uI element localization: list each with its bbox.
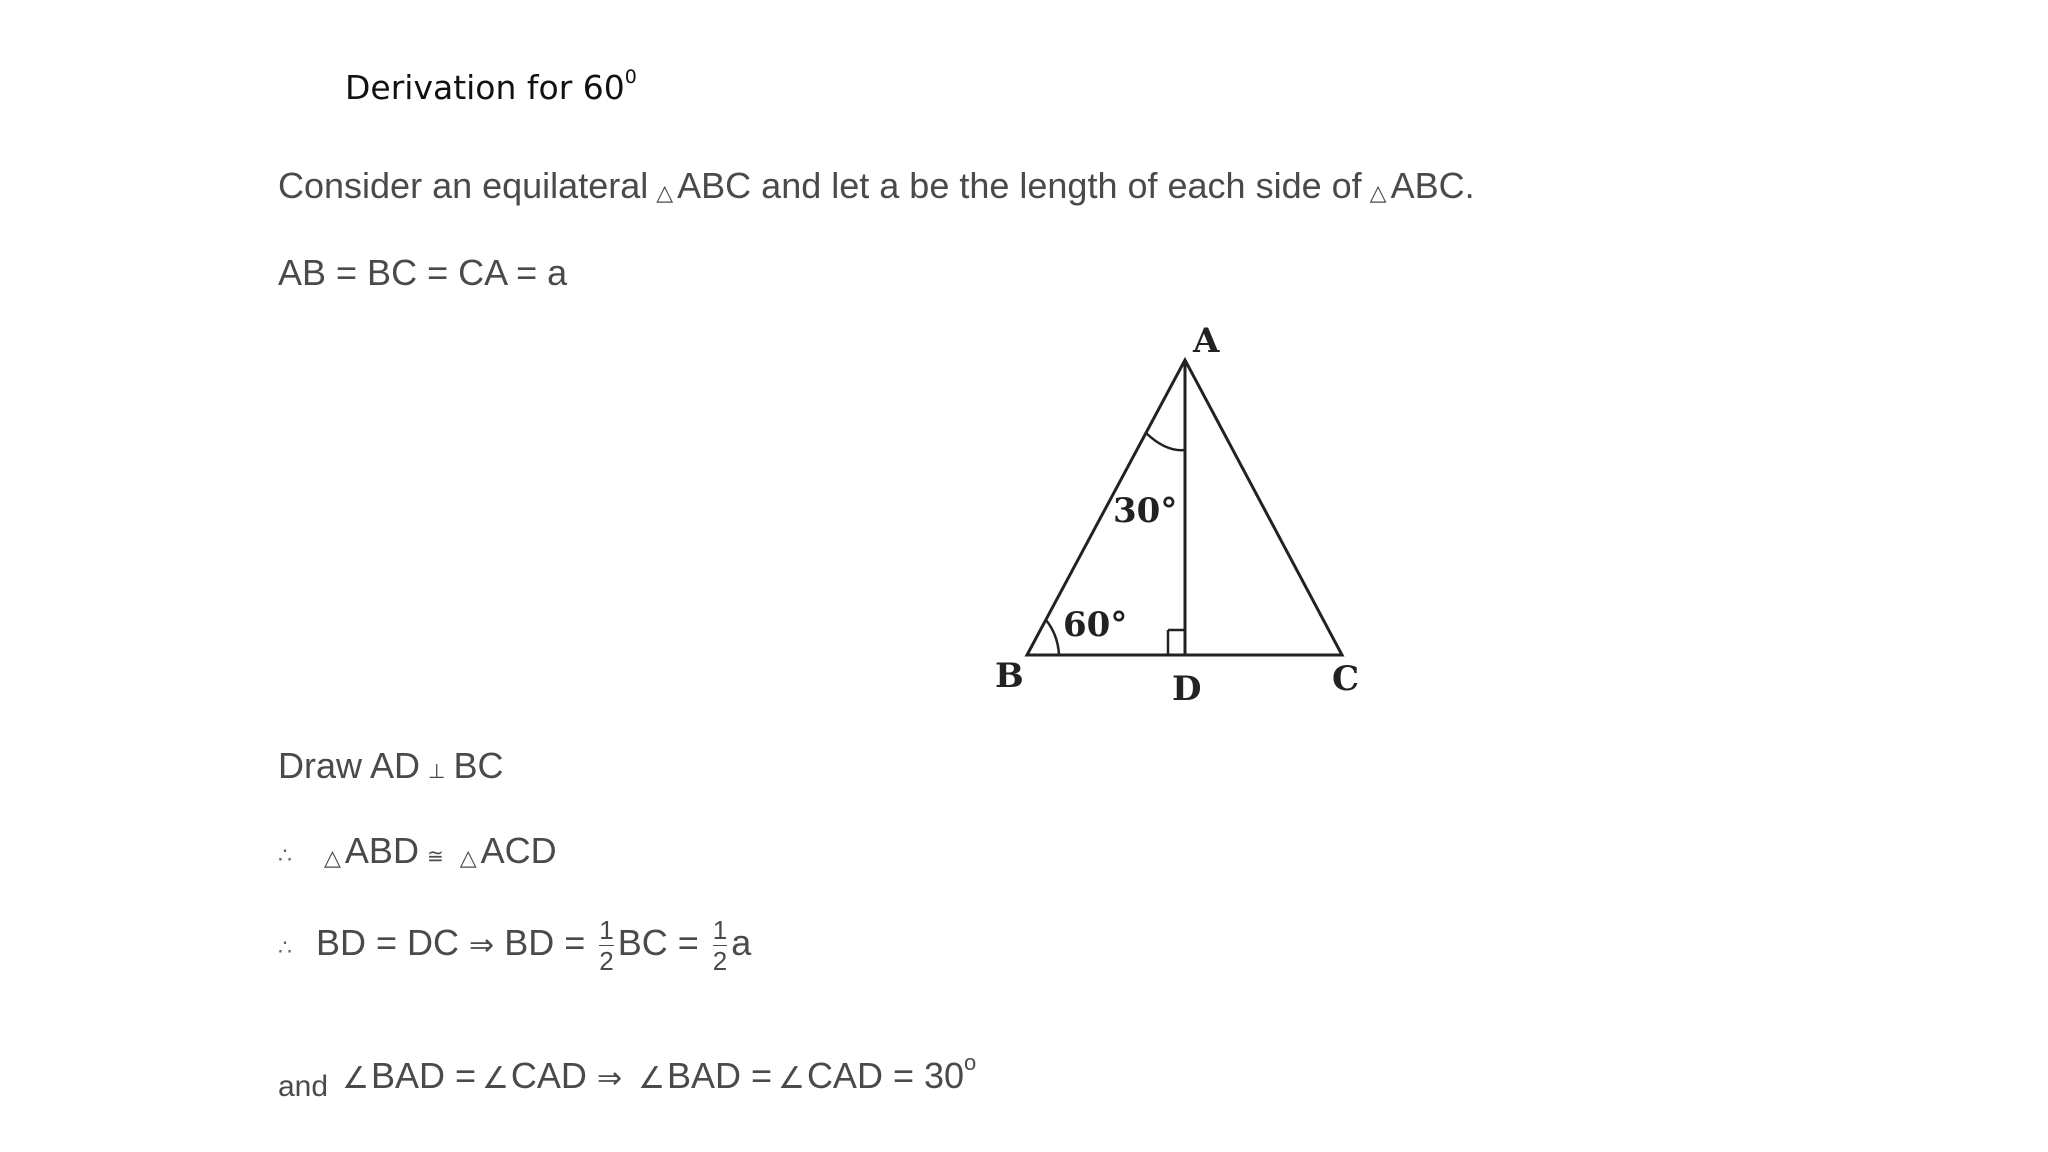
therefore-symbol: ∴ — [278, 935, 292, 961]
and-word: and — [278, 1070, 329, 1103]
fraction-half: $\frac{1}{2}$ — [712, 915, 728, 976]
degree-superscript: o — [964, 1050, 977, 1075]
statement-text: BAD = — [370, 1055, 477, 1096]
angle-symbol: ∠ — [638, 1062, 665, 1095]
implies-symbol: ⇒ — [469, 929, 495, 963]
angle-label-30: 30° — [1113, 491, 1178, 531]
angle-symbol: ∠ — [482, 1062, 509, 1095]
label-b: B — [995, 656, 1024, 696]
congruent-symbol: ≅ — [426, 846, 444, 868]
statement-text: CAD — [510, 1055, 587, 1096]
statement-draw-perpendicular — [278, 745, 503, 787]
statement-angles — [278, 1050, 976, 1104]
slide-title — [345, 66, 637, 107]
equation-sides: AB = BC = CA = a — [278, 252, 568, 293]
triangle-figure — [980, 310, 1400, 710]
angle-symbol: ∠ — [778, 1062, 805, 1095]
statement-text-3: ABC. — [1390, 165, 1475, 206]
statement-bd-dc — [278, 915, 751, 976]
statement-text: BAD = — [666, 1055, 773, 1096]
therefore-symbol: ∴ — [278, 843, 292, 868]
statement-text: BC = — [617, 922, 699, 964]
fraction-half: $\frac{1}{2}$ — [599, 915, 614, 976]
triangle-symbol: △ — [1369, 180, 1387, 205]
statement-text: ABD — [344, 830, 419, 871]
statement-text: a — [731, 922, 752, 964]
triangle-symbol: △ — [324, 845, 341, 870]
title-superscript: 0 — [624, 66, 637, 88]
label-a: A — [1193, 321, 1220, 361]
label-d: D — [1172, 669, 1202, 709]
title-text: Derivation for 60 — [345, 68, 625, 107]
statement-congruence — [278, 830, 557, 872]
right-angle-mark — [1168, 630, 1185, 655]
triangle-symbol: △ — [459, 845, 477, 870]
angle-label-60: 60° — [1063, 605, 1128, 645]
statement-text: CAD = 30 — [806, 1055, 965, 1096]
triangle-symbol: △ — [656, 180, 674, 205]
statement-text-1: Consider an equilateral — [278, 165, 649, 206]
statement-text: ACD — [480, 830, 557, 871]
implies-symbol: ⇒ — [596, 1062, 623, 1095]
statement-text: BD = DC — [316, 922, 460, 964]
statement-equilateral — [278, 165, 1475, 207]
perpendicular-symbol: ⊥ — [428, 761, 446, 783]
statement-text: BD = — [504, 922, 586, 964]
angle-arc-b — [1046, 620, 1059, 655]
angle-arc-a — [1146, 433, 1185, 450]
statement-text: BC — [453, 745, 504, 786]
statement-text: Draw AD — [278, 745, 421, 786]
angle-symbol: ∠ — [342, 1062, 369, 1095]
label-c: C — [1332, 659, 1360, 699]
statement-text-2: ABC and let a be the length of each side of — [677, 165, 1362, 206]
